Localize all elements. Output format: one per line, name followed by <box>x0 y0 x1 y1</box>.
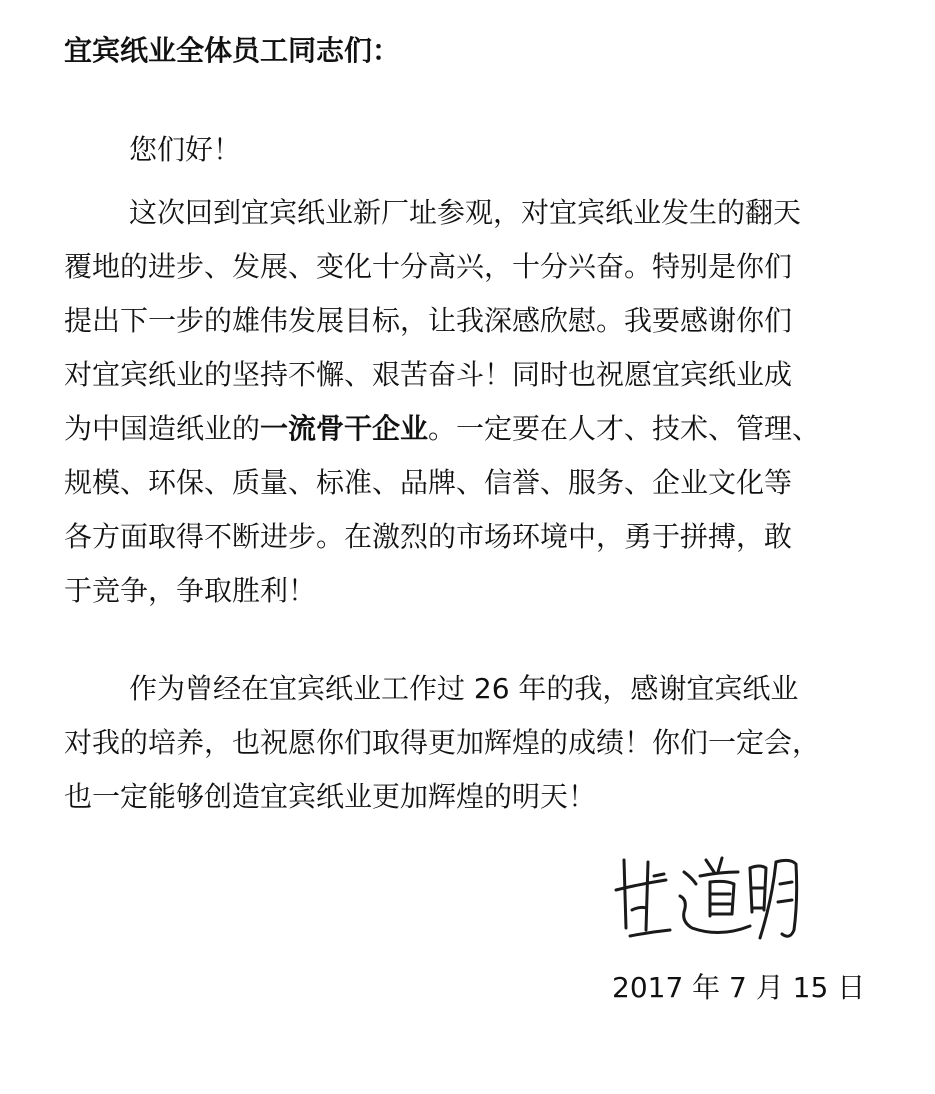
paragraph-2-line-2: 对我的培养，也祝愿你们取得更加辉煌的成绩！你们一定会， <box>64 726 821 759</box>
paragraph-1 <box>64 186 874 618</box>
paragraph-2 <box>64 662 874 824</box>
paragraph-1-line-5-start: 为中国造纸业的 <box>64 412 261 445</box>
salutation: 宜宾纸业全体员工同志们： <box>64 34 401 67</box>
paragraph-1-line-8: 于竞争，争取胜利！ <box>64 574 317 607</box>
paragraph-1-line-4: 对宜宾纸业的坚持不懈、艰苦奋斗！同时也祝愿宜宾纸业成 <box>64 358 793 391</box>
paragraph-2-line-3: 也一定能够创造宜宾纸业更加辉煌的明天！ <box>64 780 597 813</box>
greeting: 您们好！ <box>129 133 242 166</box>
paragraph-1-line-3: 提出下一步的雄伟发展目标，让我深感欣慰。我要感谢你们 <box>64 304 793 337</box>
paragraph-1-line-5-end: 。一定要在人才、技术、管理、 <box>428 412 821 445</box>
paragraph-1-line-7: 各方面取得不断进步。在激烈的市场环境中，勇于拼搏，敢 <box>64 520 793 553</box>
letter-date: 2017 年 7 月 15 日 <box>612 971 866 1004</box>
paragraph-1-line-1: 这次回到宜宾纸业新厂址参观，对宜宾纸业发生的翻天 <box>129 196 802 229</box>
paragraph-1-line-5 <box>64 402 874 456</box>
paragraph-2-line-1: 作为曾经在宜宾纸业工作过 26 年的我，感谢宜宾纸业 <box>129 672 799 705</box>
emphasis-text: 一流骨干企业 <box>260 412 429 445</box>
paragraph-1-line-6: 规模、环保、质量、标准、品牌、信誉、服务、企业文化等 <box>64 466 793 499</box>
handwritten-signature <box>610 850 810 950</box>
paragraph-1-line-2: 覆地的进步、发展、变化十分高兴，十分兴奋。特别是你们 <box>64 250 793 283</box>
